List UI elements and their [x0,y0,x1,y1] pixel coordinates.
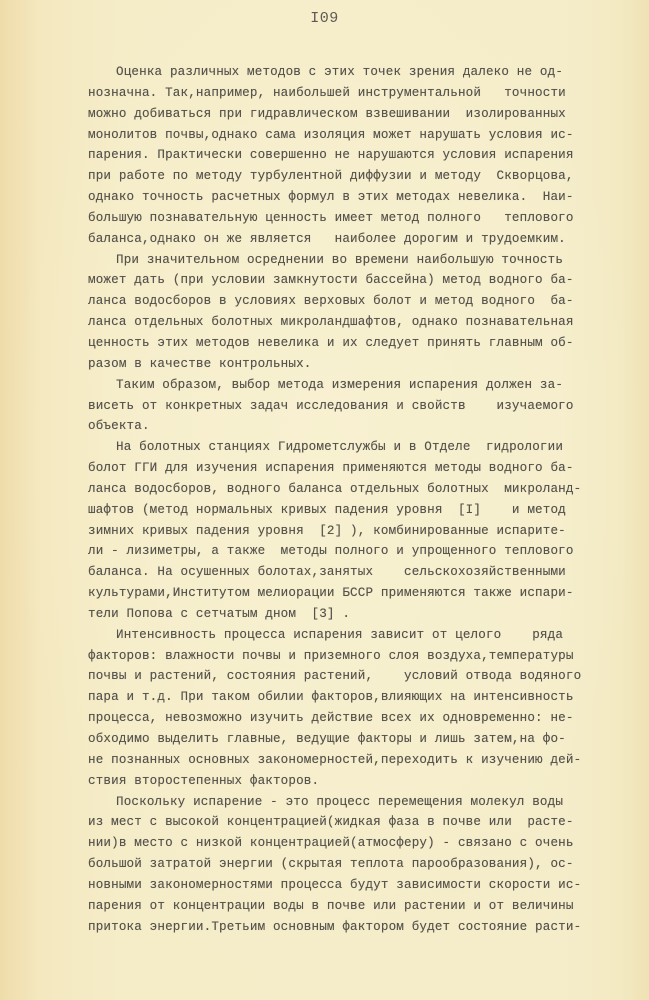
text-line: При значительном осреднении во времени наибольшую точность [116,252,564,267]
text-line: новными закономерностями процесса будут зависимости скорости ис- [88,877,582,892]
text-line: может дать (при условии замкнутости бассейна) метод водного ба- [88,273,574,288]
text-line: притока энергии.Третьим основным фактором будет состояние расти- [88,919,582,934]
text-line-citation-1: шафтов (метод нормальных кривых падения уровня [I] и метод [88,502,566,517]
text-line: почвы и растений, состояния растений, условий отвода водяного [88,669,582,684]
text-line: пара и т.д. При таком обилии факторов,влияющих на интенсивность [88,690,574,705]
text-line: объекта. [88,419,150,434]
text-line: ствия второстепенных факторов. [88,773,320,788]
text-line: ланса водосборов в условиях верховых болот и метод водного ба- [88,294,574,309]
text-line: не познанных основных закономерностей,переходить к изучению дей- [88,752,582,767]
text-line: ланса водосборов, водного баланса отдельных болотных микроланд- [88,481,582,496]
text-line: большую познавательную ценность имеет метод полного теплового [88,210,574,225]
paragraph-evaporation-process [88,792,608,938]
text-line: при работе по методу турбулентной диффузии и методу Скворцова, [88,169,574,184]
text-line: однако точность расчетных формул в этих методах невелика. Наи- [88,190,574,205]
text-line: парения. Практически совершенно не нарушаются условия испарения [88,148,574,163]
text-line: культурами,Институтом мелиорации БССР применяются также испари- [88,586,574,601]
text-line: баланса,однако он же является наиболее дорогим и трудоемким. [88,231,566,246]
text-line: процесса, невозможно изучить действие всех их одновременно: не- [88,711,574,726]
text-line: Поскольку испарение - это процесс перемещения молекул воды [116,794,564,809]
text-line: ли - лизиметры, а также методы полного и упрощенного теплового [88,544,574,559]
text-line: Оценка различных методов с этих точек зрения далеко не од- [116,65,564,79]
text-line: Интенсивность процесса испарения зависит от целого ряда [116,627,564,642]
paragraph-stations [88,437,608,625]
paragraph-averaging [88,250,608,375]
text-line: можно добиваться при гидравлическом взвешивании изолированных [88,106,566,121]
text-line: монолитов почвы,однако сама изоляция может нарушать условия ис- [88,127,574,142]
text-line: большой затратой энергии (скрытая теплота парообразования), ос- [88,857,574,872]
text-line: нозначна. Так,например, наибольшей инструментальной точности [88,85,566,100]
text-line: болот ГГИ для изучения испарения применяются методы водного ба- [88,461,574,476]
text-line: факторов: влажности почвы и приземного слоя воздуха,температуры [88,648,574,663]
text-line: обходимо выделить главные, ведущие факторы и лишь затем,на фо- [88,732,566,746]
paragraph-method-evaluation [88,62,608,250]
text-line-citation-2: зимних кривых падения уровня [2] ), комбинированные испарите- [88,523,566,538]
text-line: ценность этих методов невелика и их следует принять главным об- [88,335,574,350]
text-line: парения от концентрации воды в почве или растении и от величины [88,898,574,913]
text-line: висеть от конкретных задач исследования и свойств изучаемого [88,398,574,413]
text-line: Таким образом, выбор метода измерения испарения должен за- [116,377,564,392]
text-line: На болотных станциях Гидрометслужбы и в Отделе гидрологии [116,440,564,455]
text-line: нии)в место с низкой концентрацией(атмосферу) - связано с очень [88,836,574,851]
text-line-citation-3: тели Попова с сетчатым дном [3] . [88,606,351,621]
text-line: из мест с высокой концентрацией(жидкая фаза в почве или расте- [88,815,574,830]
page-number: I09 [310,10,339,27]
text-line: баланса. На осушенных болотах,занятых сельскохозяйственными [88,565,566,580]
paragraph-intensity-factors [88,625,608,792]
text-line: ланса отдельных болотных микроландшафтов, однако познавательная [88,315,574,330]
document-body [88,62,608,937]
paragraph-method-choice [88,375,608,438]
text-line: разом в качестве контрольных. [88,356,312,371]
